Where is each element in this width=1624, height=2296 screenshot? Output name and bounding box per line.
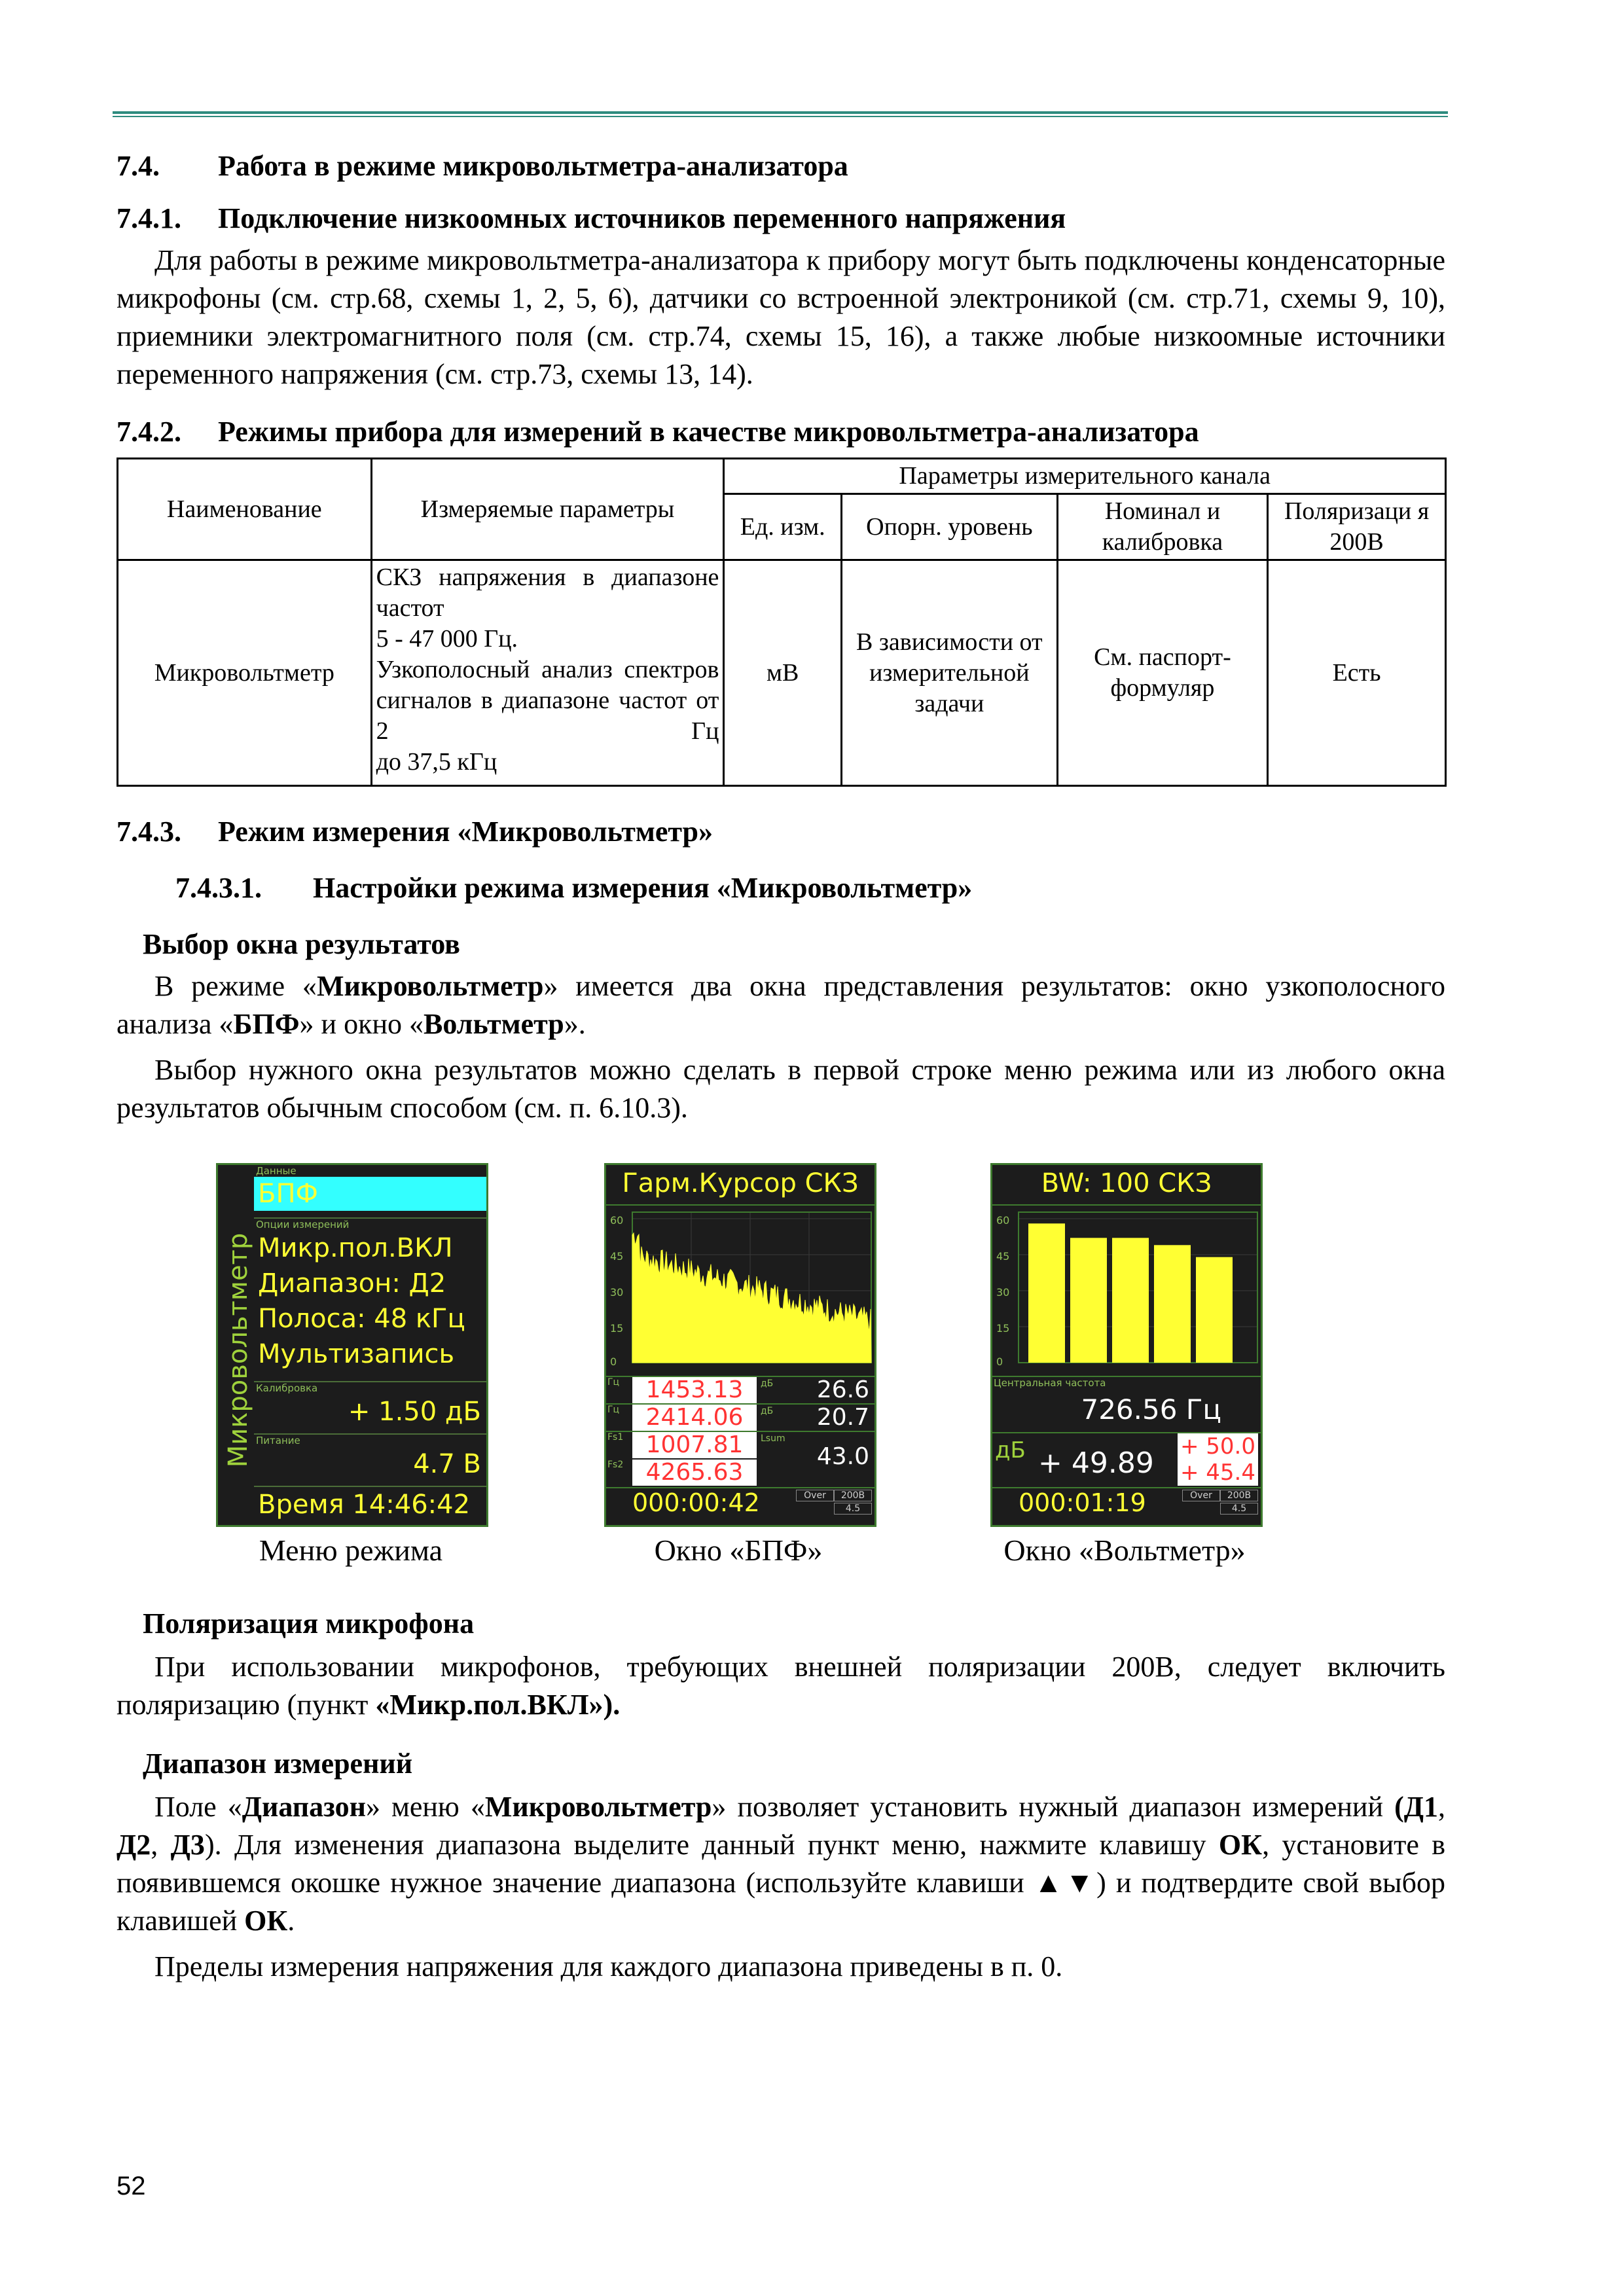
page-number: 52 (117, 2172, 146, 2200)
unit-label: Fs2 (607, 1460, 624, 1470)
calibration-label: Калибровка (256, 1382, 318, 1394)
params-line-2: 5 - 47 000 Гц. (376, 625, 518, 653)
ytick: 30 (610, 1286, 624, 1299)
range-indicator: 200В (834, 1490, 872, 1501)
t: » и окно « (299, 1008, 424, 1040)
options-block (254, 1217, 486, 1376)
volt-bar-plot (992, 1206, 1261, 1376)
header-name: Наименование (118, 459, 372, 560)
mode-name: Микровольтметр (223, 1232, 253, 1467)
battery-indicator: 4.5 (834, 1503, 872, 1515)
header-ref-level: Опорн. уровень (842, 494, 1058, 560)
section-number: 7.4.1. (117, 202, 181, 234)
fft-status (606, 1487, 875, 1525)
section-number: 7.4. (117, 150, 160, 182)
t-bold: (Д1 (1394, 1791, 1439, 1823)
t-bold: Микровольтметр (316, 970, 544, 1002)
caption-menu: Меню режима (259, 1534, 443, 1567)
freq-value: 1453.13 (632, 1377, 757, 1403)
params-line-4: до 37,5 кГц (376, 748, 497, 776)
fft-readout-3 (606, 1431, 875, 1487)
status-box (1182, 1488, 1261, 1517)
t-bold: Диапазон (242, 1791, 366, 1823)
sub-heading-range: Диапазон измерений (143, 1748, 413, 1780)
paragraph-range (117, 1788, 1445, 1940)
cell-name: Микровольтметр (118, 560, 372, 786)
t: , (1438, 1791, 1446, 1823)
t: , установите в появившемся окошке нужное значение диапазона (используйте клавиши (117, 1829, 1446, 1899)
section-number: 7.4.3.1. (175, 872, 262, 904)
section-number: 7.4.2. (117, 416, 181, 448)
option-band[interactable]: Полоса: 48 кГц (258, 1304, 465, 1334)
header-nominal: Номинал и калибровка (1057, 494, 1268, 560)
fft-title: Гарм.Курсор СКЗ (606, 1165, 875, 1206)
options-label: Опции измерений (256, 1219, 350, 1230)
t: » позволяет установить нужный диапазон измерений (712, 1791, 1395, 1823)
freq-value: 2414.06 (632, 1405, 757, 1431)
paragraph-polarization (117, 1648, 1445, 1724)
level-bar (1028, 1223, 1065, 1363)
unit-label: дБ (761, 1378, 774, 1389)
t: ) и подтвердите свой выбор клавишей (117, 1867, 1446, 1937)
power-label: Питание (256, 1435, 300, 1446)
t: Поле « (154, 1791, 242, 1823)
level-main: + 49.89 (1038, 1446, 1154, 1480)
cell-params (371, 560, 724, 786)
ytick: 60 (610, 1214, 624, 1227)
level-value: 20.7 (816, 1404, 869, 1431)
t: При использовании микрофонов, требующих внешней поляризации 200В, следует включить поляризацию (пункт (117, 1651, 1445, 1721)
data-value: БПФ (254, 1177, 486, 1211)
t: » имеется два окна представления результатов: окно узкополосного анализа « (117, 970, 1445, 1040)
t-bold: ОК (244, 1905, 288, 1937)
lsum-value: 43.0 (816, 1443, 869, 1470)
unit-label: Гц (607, 1377, 620, 1388)
voltmeter-screen (990, 1163, 1263, 1527)
ytick: 45 (996, 1250, 1010, 1263)
header-params: Измеряемые параметры (371, 459, 724, 560)
paragraph-window-1 (117, 967, 1445, 1043)
paragraph-window-2: Выбор нужного окна результатов можно сделать в первой строке меню режима или из любого окна результатов обычным способом (см. п. 6.10.3). (117, 1054, 1445, 1124)
timer: 000:01:19 (1019, 1488, 1146, 1517)
caption-volt: Окно «Вольтметр» (1003, 1534, 1246, 1567)
header-channel-group: Параметры измерительного канала (724, 459, 1446, 494)
volt-title: BW: 100 СКЗ (992, 1165, 1261, 1206)
level-value: 26.6 (816, 1376, 869, 1403)
t: » меню « (365, 1791, 485, 1823)
fft-readout-2 (606, 1403, 875, 1431)
level-readout (992, 1432, 1261, 1487)
freq-label: Центральная частота (994, 1377, 1106, 1389)
cell-nominal: См. паспорт-формуляр (1057, 560, 1268, 786)
section-7-4-heading (117, 147, 1445, 185)
ytick: 60 (996, 1214, 1010, 1227)
section-title: Режимы прибора для измерений в качестве микровольтметра-анализатора (218, 416, 1199, 448)
range-indicator: 200В (1220, 1490, 1258, 1501)
fft-readout-1 (606, 1376, 875, 1403)
calibration-row[interactable] (254, 1381, 486, 1435)
section-title: Подключение низкоомных источников переменного напряжения (218, 202, 1066, 234)
section-title: Режим измерения «Микровольтметр» (218, 816, 713, 848)
cell-polarization: Есть (1268, 560, 1446, 786)
t-bold: Д2 (117, 1829, 151, 1861)
data-row[interactable] (254, 1165, 486, 1217)
cell-ref-level: В зависимости от измерительной задачи (842, 560, 1058, 786)
t: , (151, 1829, 171, 1861)
level-bar (1196, 1257, 1233, 1363)
menu-screen (216, 1163, 488, 1527)
power-row (254, 1433, 486, 1487)
time-row (254, 1486, 486, 1526)
header-unit: Ед. изм. (724, 494, 842, 560)
section-title: Настройки режима измерения «Микровольтметр» (313, 872, 973, 904)
level-min: + 45.4 (1178, 1460, 1258, 1486)
unit-label: Lsum (761, 1433, 785, 1444)
section-7-4-2-heading (117, 413, 1445, 451)
data-label: Данные (256, 1165, 297, 1177)
t-bold: Вольтметр (424, 1008, 564, 1040)
ytick: 30 (996, 1286, 1010, 1299)
level-max: + 50.0 (1178, 1433, 1258, 1460)
paragraph-range-limits: Пределы измерения напряжения для каждого диапазона приведены в п. 0. (154, 1950, 1063, 1982)
center-frequency: 726.56 Гц (1081, 1393, 1221, 1426)
fft-screen (604, 1163, 876, 1527)
unit-label: Fs1 (607, 1432, 624, 1443)
section-7-4-3-heading (117, 813, 1445, 851)
ytick: 15 (610, 1322, 624, 1335)
over-indicator: Over (1182, 1490, 1220, 1501)
level-bar (1112, 1238, 1149, 1363)
power-value: 4.7 В (413, 1449, 481, 1479)
ytick: 0 (610, 1355, 617, 1368)
section-title: Работа в режиме микровольтметра-анализатора (218, 150, 848, 182)
timer: 000:00:42 (632, 1488, 760, 1517)
fft-spectrum-plot (606, 1206, 875, 1376)
page-content (117, 147, 1445, 1994)
section-7-4-3-1-heading (175, 869, 1445, 907)
level-bar (1154, 1245, 1191, 1363)
unit-label: Гц (607, 1405, 620, 1415)
t: В режиме « (154, 970, 317, 1002)
caption-fft: Окно «БПФ» (654, 1534, 823, 1567)
volt-status (992, 1487, 1261, 1525)
screenshots-row (117, 1163, 1445, 1592)
t-bold: «Микр.пол.ВКЛ»). (375, 1689, 621, 1721)
ytick: 45 (610, 1250, 624, 1263)
over-indicator: Over (796, 1490, 834, 1501)
unit-label: дБ (761, 1406, 774, 1416)
section-number: 7.4.3. (117, 816, 181, 848)
level-bar (1070, 1238, 1107, 1363)
freq-readout (992, 1376, 1261, 1432)
vertical-label (222, 1178, 255, 1522)
section-7-4-1-heading (117, 200, 1445, 238)
t-bold: Д3 (170, 1829, 205, 1861)
status-box (796, 1488, 875, 1517)
t-bold: Микровольтметр (484, 1791, 712, 1823)
option-range[interactable]: Диапазон: Д2 (258, 1268, 446, 1299)
sub-heading-window: Выбор окна результатов (143, 928, 460, 960)
t-bold: ▲▼ (1034, 1867, 1097, 1899)
t-bold: ОК (1218, 1829, 1263, 1861)
params-line-3: Узкополосный анализ спектров сигналов в диапазоне частот от 2 Гц (376, 656, 719, 745)
freq-value: 4265.63 (632, 1460, 757, 1486)
t-bold: БПФ (233, 1008, 300, 1040)
option-multirecord[interactable]: Мультизапись (258, 1339, 455, 1369)
option-polarization[interactable]: Микр.пол.ВКЛ (258, 1233, 453, 1263)
battery-indicator: 4.5 (1220, 1503, 1258, 1515)
params-line-1: СКЗ напряжения в диапазоне частот (376, 564, 719, 622)
header-rule (113, 111, 1448, 117)
calibration-value: + 1.50 дБ (348, 1397, 481, 1427)
modes-table (117, 457, 1447, 787)
sub-heading-polarization: Поляризация микрофона (143, 1607, 475, 1640)
ytick: 0 (996, 1355, 1003, 1368)
cell-unit: мВ (724, 560, 842, 786)
freq-value: 1007.81 (632, 1432, 757, 1458)
clock: Время 14:46:42 (258, 1490, 471, 1520)
t: . (287, 1905, 295, 1937)
header-polarization: Поляризаци я 200В (1268, 494, 1446, 560)
t: ). Для изменения диапазона выделите данный пункт меню, нажмите клавишу (204, 1829, 1219, 1861)
t: ». (564, 1008, 586, 1040)
paragraph-sources: Для работы в режиме микровольтметра-анализатора к прибору могут быть подключены конденсаторные микрофоны (см. стр.68, схемы 1, 2, 5, 6), датчики со встроенной электроникой (см. стр.71, схемы 9, 10), приемники электромагнитного поля (см. стр.74, схемы 15, 16), а также любые низкоомные источники переменного напряжения (см. стр.73, схемы 13, 14). (117, 244, 1445, 390)
ytick: 15 (996, 1322, 1010, 1335)
db-label: дБ (995, 1437, 1026, 1463)
